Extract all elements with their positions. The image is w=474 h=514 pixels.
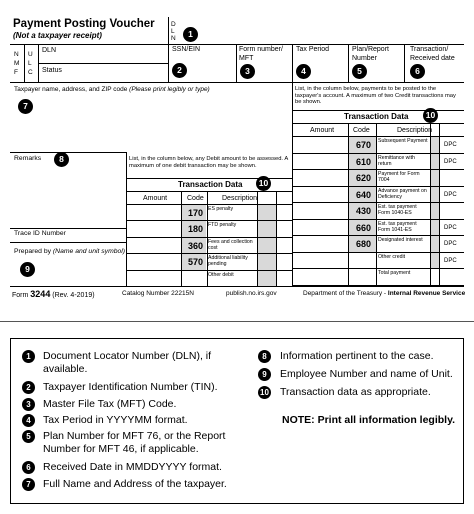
credit-transaction-data-title: Transaction Data [344, 112, 409, 121]
debit-description: Additional liability pending [208, 255, 248, 268]
legend-number-badge: 10 [258, 386, 271, 399]
rule [38, 44, 39, 82]
debit-description: Other debit [208, 271, 234, 278]
debit-transaction-data-title: Transaction Data [178, 180, 243, 189]
legend-number-badge: 1 [22, 350, 35, 363]
dln-vertical-label: DLN [171, 21, 176, 42]
rule [10, 82, 464, 83]
debit-description-header: Description [222, 195, 258, 202]
transaction-date-label: Transaction/ [410, 46, 449, 53]
debit-amount-header: Amount [143, 195, 168, 202]
legend-number-badge: 2 [22, 381, 35, 394]
rule [376, 123, 377, 285]
department-footer: Department of the Treasury - Internal Revenue Service [303, 290, 466, 297]
rule [276, 191, 277, 286]
credit-instruction: List, in the column below, payments to be posted to the taxpayer's account. A maximum of two Credit transactions may be shown. [295, 86, 456, 106]
legend-item-text: Received Date in MMDDYYYY format. [43, 461, 222, 473]
rule [430, 123, 431, 285]
rule [168, 17, 169, 82]
legend-number-badge: 4 [22, 414, 35, 427]
status-field-label: Status [42, 67, 62, 74]
rule [292, 285, 464, 286]
form-title: Payment Posting Voucher [13, 18, 155, 30]
shaded-cell [431, 170, 439, 186]
plan-report-label-2: Number [352, 55, 377, 62]
catalog-number: Catalog Number 22215N [122, 290, 194, 297]
rule [236, 44, 237, 82]
callout-badge-5: 5 [352, 64, 367, 79]
form-footer-id: Form 3244 (Rev. 4-2019) [12, 289, 95, 299]
callout-badge-9: 9 [20, 262, 35, 277]
form-number-label: Form number/ [239, 46, 283, 53]
debit-code: 180 [187, 224, 203, 235]
ssn-ein-label: SSN/EIN [172, 46, 201, 53]
credit-code: 610 [355, 156, 371, 167]
debit-code-header: Code [187, 195, 204, 202]
callout-badge-2: 2 [172, 63, 187, 78]
mft-label: MFT [239, 55, 254, 62]
callout-badge-8: 8 [54, 152, 69, 167]
dpc-label: DPC [444, 142, 457, 148]
rule [292, 44, 293, 82]
callout-badge-7: 7 [18, 99, 33, 114]
legend-number-badge: 6 [22, 461, 35, 474]
dln-field-label: DLN [42, 47, 57, 54]
legend-number-badge: 8 [258, 350, 271, 363]
nmf-label: NMF [14, 51, 20, 76]
shaded-cell [431, 253, 439, 269]
shaded-cell [258, 271, 276, 286]
remarks-label: Remarks [14, 155, 42, 162]
callout-badge-10-credit: 10 [423, 108, 438, 123]
legend-number-badge: 3 [22, 398, 35, 411]
credit-description: Advance payment on Deficiency [378, 187, 427, 200]
legend-item-text: available. [43, 363, 88, 375]
debit-code: 570 [187, 257, 203, 268]
credit-code: 620 [355, 173, 371, 183]
credit-description: Remittance with return [378, 154, 415, 167]
legend-item-text: Master File Tax (MFT) Code. [43, 398, 177, 410]
note-line: NOTE: Print all information legibly. [282, 414, 456, 426]
rule [439, 123, 440, 285]
callout-badge-6: 6 [410, 64, 425, 79]
debit-description: Fees and collection cost [208, 238, 253, 251]
credit-description: Total payment [378, 270, 411, 276]
rule [348, 44, 349, 82]
legend-item-text: Full Name and Address of the taxpayer. [43, 478, 227, 490]
received-date-label: Received date [410, 55, 455, 62]
rule [10, 152, 126, 153]
form-subtitle: (Not a taxpayer receipt) [13, 31, 102, 40]
rule [181, 191, 182, 286]
credit-description-header: Description [397, 127, 433, 134]
credit-code: 660 [355, 222, 371, 233]
section-divider [0, 321, 474, 322]
rule [10, 286, 464, 287]
legend-number-badge: 7 [22, 478, 35, 491]
rule [404, 44, 405, 82]
plan-report-label: Plan/Report [352, 46, 389, 53]
rule [38, 63, 168, 64]
rule [10, 44, 464, 45]
ulc-label: ULC [28, 51, 33, 76]
legend-item-text: Taxpayer Identification Number (TIN). [43, 381, 218, 393]
shaded-cell [431, 154, 439, 170]
tax-period-label: Tax Period [296, 46, 330, 53]
shaded-cell [258, 254, 276, 269]
prepared-by-label: Prepared by (Name and unit symbol) [14, 248, 126, 255]
legend-item-text: Document Locator Number (DLN), if [43, 350, 212, 362]
dpc-label: DPC [444, 257, 457, 264]
rule [24, 44, 25, 82]
shaded-cell [431, 220, 439, 236]
rule [292, 110, 464, 111]
shaded-cell [431, 236, 439, 252]
callout-badge-4: 4 [296, 64, 311, 79]
legend-item-text: Employee Number and name of Unit. [280, 368, 453, 380]
debit-description: FTD penalty [208, 222, 237, 229]
legend-item-text: Plan Number for MFT 76, or the Report [43, 430, 226, 442]
rule [10, 228, 126, 229]
trace-id-label: Trace ID Number [14, 230, 66, 237]
shaded-cell [431, 187, 439, 203]
rule [292, 82, 293, 286]
credit-description: Est. tax payment Form 1040-ES [378, 204, 417, 216]
credit-code: 640 [355, 189, 371, 200]
shaded-cell [258, 205, 276, 220]
dpc-label: DPC [444, 241, 457, 247]
credit-code: 680 [355, 239, 371, 249]
taxpayer-label: Taxpayer name, address, and ZIP code (Please print legibly or type) [14, 86, 210, 93]
callout-badge-3: 3 [240, 64, 255, 79]
legend-number-badge: 9 [258, 368, 271, 381]
credit-code: 670 [355, 140, 371, 150]
rule [257, 191, 258, 286]
credit-description: Other credit [378, 253, 406, 260]
credit-code-header: Code [353, 127, 370, 134]
credit-description: Est. tax payment Form 1041-ES [378, 220, 417, 233]
publish-site: publish.no.irs.gov [226, 290, 277, 297]
rule [126, 152, 127, 286]
legend-number-badge: 5 [22, 430, 35, 443]
rule [10, 242, 126, 243]
credit-description: Payment for Form 7004 [378, 171, 420, 183]
shaded-cell [258, 221, 276, 236]
shaded-cell [431, 203, 439, 219]
shaded-cell [431, 137, 439, 153]
credit-description: Designated interest [378, 237, 423, 243]
dpc-label: DPC [444, 158, 457, 165]
callout-badge-1: 1 [183, 27, 198, 42]
legend-item-text: Tax Period in YYYYMM format. [43, 414, 188, 426]
credit-description: Subsequent Payment [378, 138, 428, 144]
debit-description: ES penalty [208, 206, 234, 212]
rule [126, 191, 292, 192]
legend-item-text: Number for MFT 46, if applicable. [43, 443, 199, 455]
credit-code: 430 [355, 206, 371, 216]
credit-amount-header: Amount [310, 127, 335, 134]
shaded-cell [258, 238, 276, 253]
rule [207, 191, 208, 286]
legend-item-text: Information pertinent to the case. [280, 350, 434, 362]
rule [348, 123, 349, 285]
dpc-label: DPC [444, 224, 457, 231]
legend-item-text: Transaction data as appropriate. [280, 386, 431, 398]
debit-code: 170 [187, 208, 203, 218]
debit-code: 360 [187, 240, 203, 251]
callout-badge-10-debit: 10 [256, 176, 271, 191]
dpc-label: DPC [444, 191, 457, 198]
debit-instruction: List, in the column below, any Debit amount to be assessed. A maximum of one debit transaction may be shown. [129, 156, 288, 169]
